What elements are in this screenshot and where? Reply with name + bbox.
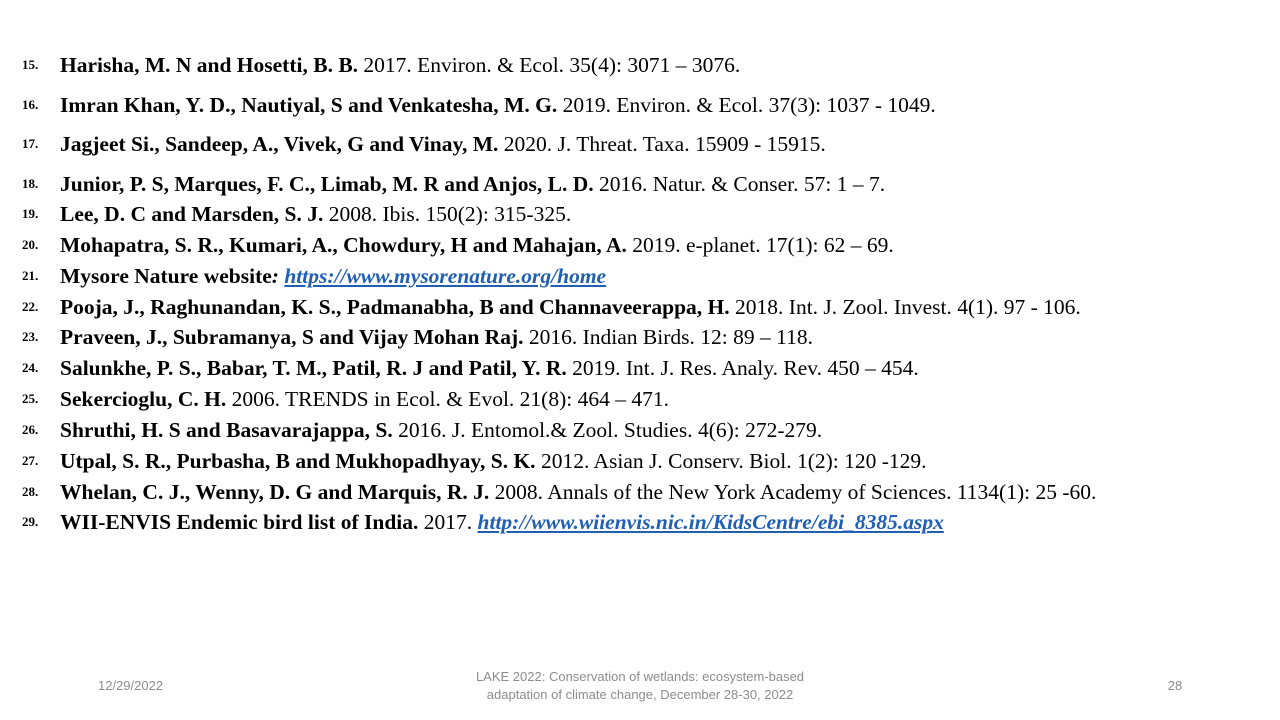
reference-text bbox=[60, 50, 740, 80]
reference-citation: 2008. Annals of the New York Academy of Sciences. 1134(1): 25 -60. bbox=[489, 480, 1097, 504]
reference-authors: Salunkhe, P. S., Babar, T. M., Patil, R. J and Patil, Y. R. bbox=[60, 356, 567, 380]
reference-text bbox=[60, 415, 822, 445]
reference-authors: Utpal, S. R., Purbasha, B and Mukhopadhyay, S. K. bbox=[60, 449, 536, 473]
reference-citation: 2017. bbox=[418, 510, 478, 534]
reference-item bbox=[0, 353, 1280, 383]
reference-text bbox=[60, 169, 885, 199]
reference-number: 26. bbox=[22, 422, 39, 437]
reference-citation: 2006. TRENDS in Ecol. & Evol. 21(8): 464 – 471. bbox=[226, 387, 669, 411]
reference-citation: 2017. Environ. & Ecol. 35(4): 3071 – 3076. bbox=[358, 53, 741, 77]
reference-number: 29. bbox=[22, 514, 39, 529]
reference-item bbox=[0, 415, 1280, 445]
reference-number: 18. bbox=[22, 176, 39, 191]
reference-citation: 2019. Int. J. Res. Analy. Rev. 450 – 454. bbox=[566, 356, 919, 380]
reference-number: 24. bbox=[22, 360, 39, 375]
reference-number: 17. bbox=[22, 136, 39, 151]
reference-item bbox=[0, 129, 1280, 159]
reference-authors: Harisha, M. N and Hosetti, B. B. bbox=[60, 53, 359, 77]
reference-item bbox=[0, 199, 1280, 229]
footer-date: 12/29/2022 bbox=[98, 678, 164, 693]
reference-authors: Mohapatra, S. R., Kumari, A., Chowdury, H and Mahajan, A. bbox=[60, 233, 627, 257]
reference-item bbox=[0, 507, 1280, 537]
reference-item bbox=[0, 261, 1280, 291]
reference-citation: 2016. J. Entomol.& Zool. Studies. 4(6): 272-279. bbox=[392, 418, 823, 442]
reference-citation: 2008. Ibis. 150(2): 315-325. bbox=[323, 202, 572, 226]
reference-number: 15. bbox=[22, 57, 39, 72]
footer-title bbox=[440, 668, 840, 704]
reference-item bbox=[0, 292, 1280, 322]
reference-text bbox=[60, 353, 919, 383]
reference-separator: : bbox=[271, 264, 285, 288]
reference-citation: 2012. Asian J. Conserv. Biol. 1(2): 120 -129. bbox=[535, 449, 927, 473]
reference-text bbox=[60, 199, 571, 229]
reference-authors: Junior, P. S, Marques, F. C., Limab, M. R and Anjos, L. D. bbox=[60, 172, 594, 196]
reference-authors: Whelan, C. J., Wenny, D. G and Marquis, R. J. bbox=[60, 480, 490, 504]
reference-number: 22. bbox=[22, 299, 39, 314]
reference-number: 27. bbox=[22, 453, 39, 468]
reference-link[interactable]: https://www.mysorenature.org/home bbox=[284, 264, 607, 288]
reference-citation: 2019. e-planet. 17(1): 62 – 69. bbox=[626, 233, 894, 257]
reference-text bbox=[60, 446, 927, 476]
reference-authors: Imran Khan, Y. D., Nautiyal, S and Venkatesha, M. G. bbox=[60, 93, 558, 117]
reference-citation: 2020. J. Threat. Taxa. 15909 - 15915. bbox=[498, 132, 826, 156]
reference-authors: Shruthi, H. S and Basavarajappa, S. bbox=[60, 418, 393, 442]
footer-title-line-1: LAKE 2022: Conservation of wetlands: ecosystem-based bbox=[475, 669, 805, 684]
reference-citation: 2018. Int. J. Zool. Invest. 4(1). 97 - 106. bbox=[729, 295, 1081, 319]
reference-authors: Jagjeet Si., Sandeep, A., Vivek, G and Vinay, M. bbox=[60, 132, 499, 156]
reference-item bbox=[0, 446, 1280, 476]
reference-text bbox=[60, 322, 813, 352]
reference-text bbox=[60, 261, 606, 291]
reference-authors: Praveen, J., Subramanya, S and Vijay Mohan Raj. bbox=[60, 325, 524, 349]
reference-text bbox=[60, 507, 944, 537]
reference-item bbox=[0, 50, 1280, 80]
reference-text bbox=[60, 384, 669, 414]
reference-item bbox=[0, 90, 1280, 120]
reference-number: 25. bbox=[22, 391, 39, 406]
footer-page-number: 28 bbox=[1167, 678, 1183, 693]
reference-number: 21. bbox=[22, 268, 39, 283]
reference-citation: 2016. Natur. & Conser. 57: 1 – 7. bbox=[593, 172, 886, 196]
reference-number: 23. bbox=[22, 329, 39, 344]
reference-authors: WII-ENVIS Endemic bird list of India. bbox=[60, 510, 419, 534]
reference-item bbox=[0, 384, 1280, 414]
reference-number: 16. bbox=[22, 97, 39, 112]
reference-text bbox=[60, 90, 936, 120]
reference-number: 19. bbox=[22, 206, 39, 221]
reference-number: 28. bbox=[22, 484, 39, 499]
reference-text bbox=[60, 129, 826, 159]
reference-item bbox=[0, 169, 1280, 199]
reference-authors: Sekercioglu, C. H. bbox=[60, 387, 227, 411]
reference-authors: Lee, D. C and Marsden, S. J. bbox=[60, 202, 324, 226]
reference-citation: 2019. Environ. & Ecol. 37(3): 1037 - 1049. bbox=[557, 93, 936, 117]
reference-item bbox=[0, 322, 1280, 352]
reference-authors: Pooja, J., Raghunandan, K. S., Padmanabha, B and Channaveerappa, H. bbox=[60, 295, 730, 319]
reference-text bbox=[60, 477, 1096, 507]
reference-link[interactable]: http://www.wiienvis.nic.in/KidsCentre/ebi_8385.aspx bbox=[477, 510, 944, 534]
reference-text bbox=[60, 230, 894, 260]
reference-authors: Mysore Nature website bbox=[60, 264, 272, 288]
reference-number: 20. bbox=[22, 237, 39, 252]
reference-item bbox=[0, 230, 1280, 260]
footer-title-line-2: adaptation of climate change, December 28-30, 2022 bbox=[486, 687, 794, 702]
reference-citation: 2016. Indian Birds. 12: 89 – 118. bbox=[523, 325, 813, 349]
reference-text bbox=[60, 292, 1081, 322]
reference-item bbox=[0, 477, 1280, 507]
